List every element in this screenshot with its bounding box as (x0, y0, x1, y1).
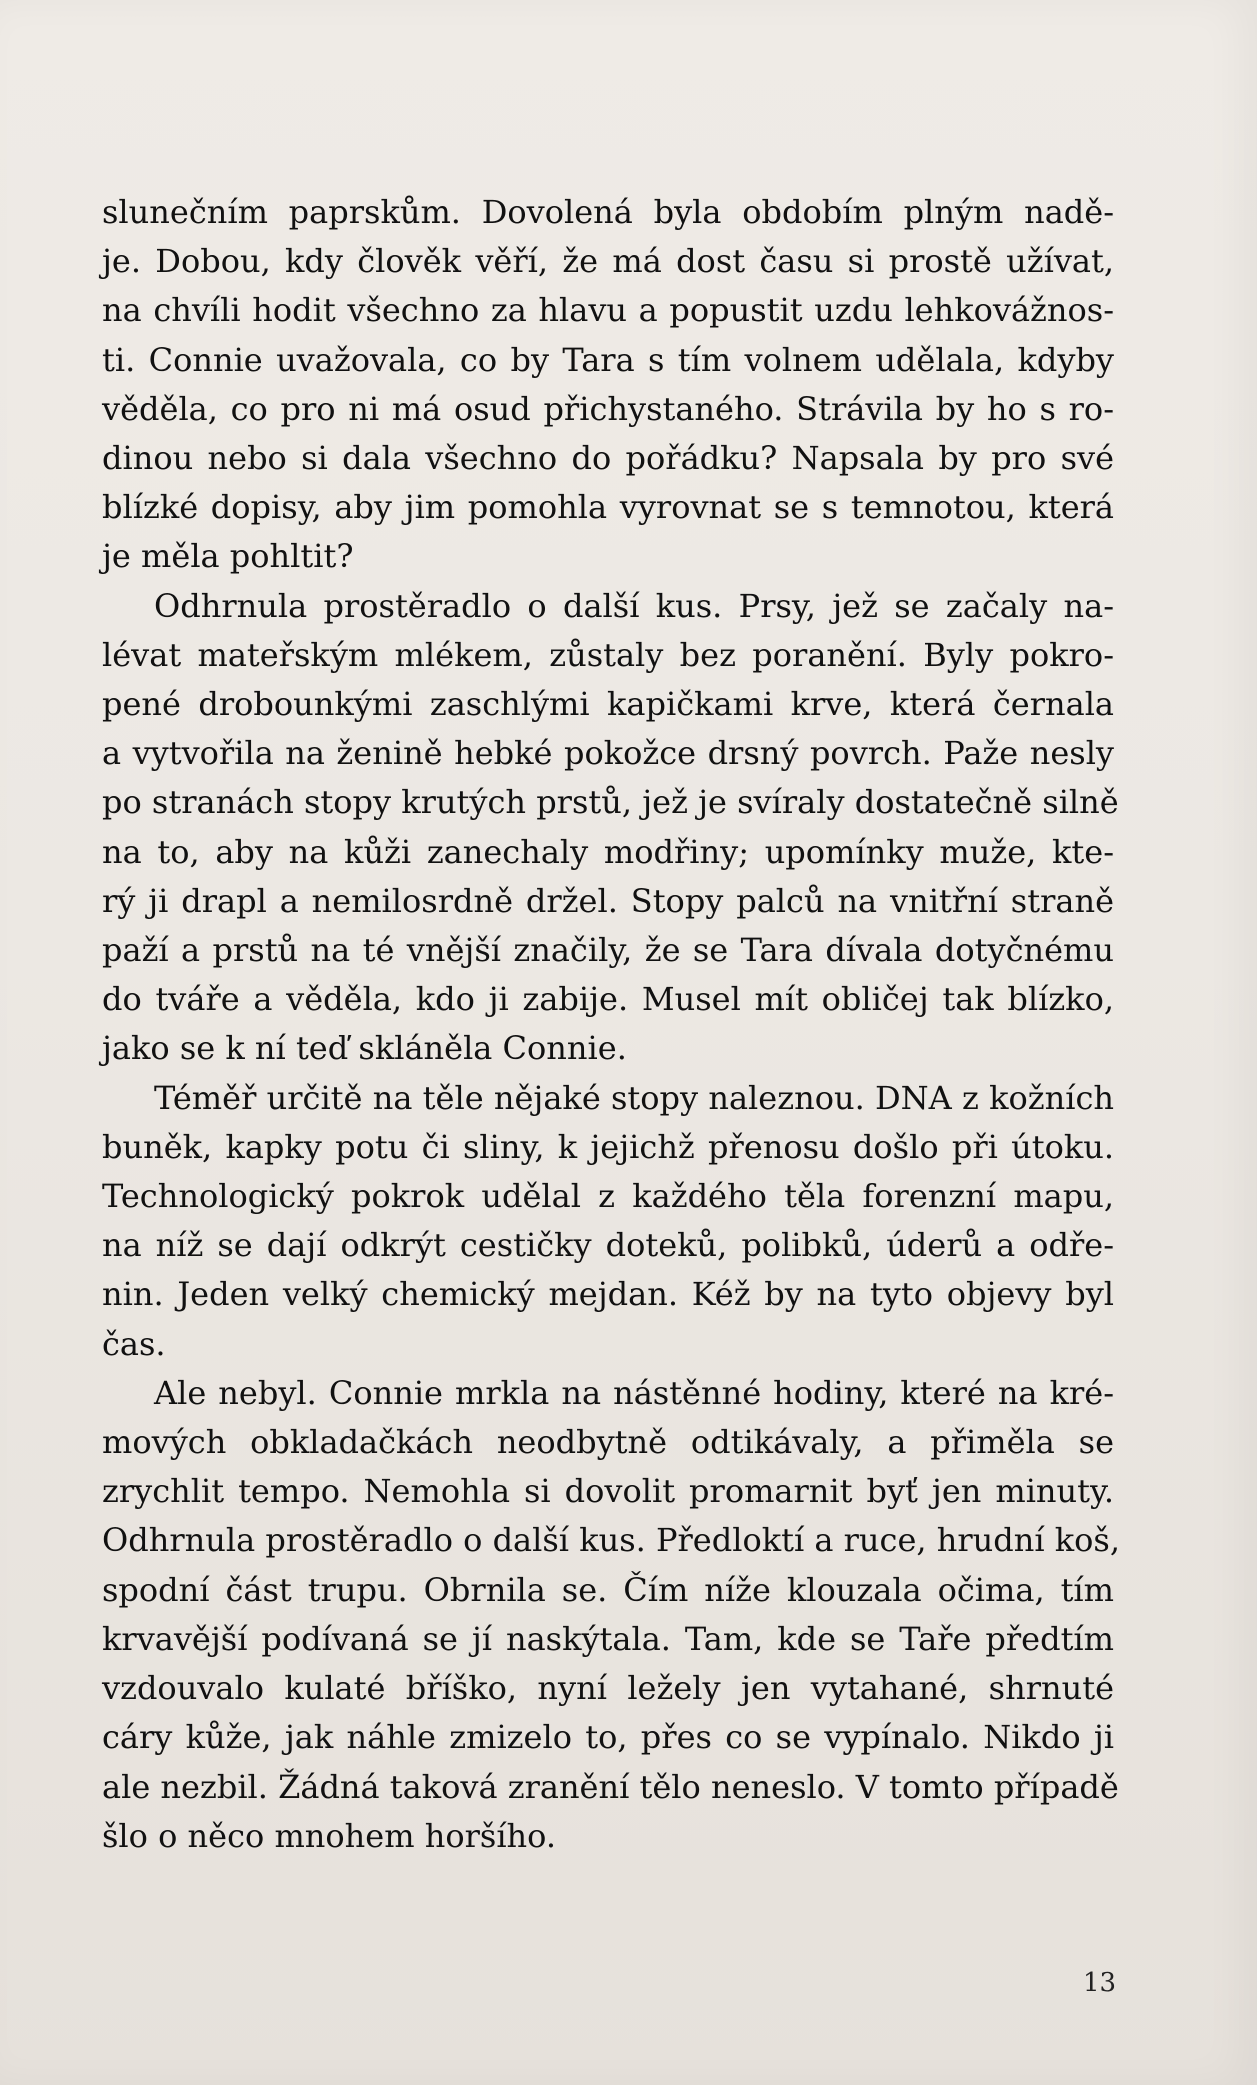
text-line: na to, aby na kůži zanechaly modřiny; upomínky muže, kte- (102, 832, 1114, 871)
text-line: na níž se dají odkrýt cestičky doteků, polibků, úderů a odře- (102, 1226, 1114, 1265)
text-line: Odhrnula prostěradlo o další kus. Předloktí a ruce, hrudní koš, (102, 1521, 1120, 1560)
paragraph (102, 1369, 1120, 1861)
text-line: jako se k ní teď skláněla Connie. (102, 1029, 627, 1068)
paragraph (102, 582, 1119, 1074)
text-line: slunečním paprskům. Dovolená byla obdobím plným nadě- (102, 193, 1114, 231)
text-line: rý ji drapl a nemilosrdně držel. Stopy palců na vnitřní straně (102, 881, 1114, 920)
text-line: paží a prstů na té vnější značily, že se Tara dívala dotyčnému (102, 931, 1114, 970)
text-line: šlo o něco mnohem horšího. (102, 1816, 557, 1855)
text-line: Téměř určitě na těle nějaké stopy naleznou. DNA z kožních (154, 1078, 1114, 1117)
text-line: do tváře a věděla, kdo ji zabije. Musel mít obličej tak blízko, (102, 980, 1114, 1019)
text-line: pené drobounkými zaschlými kapičkami krve, která černala (102, 685, 1114, 724)
text-line: ti. Connie uvažovala, co by Tara s tím volnem udělala, kdyby (102, 340, 1114, 379)
paragraph (102, 1074, 1114, 1369)
text-line: mových obkladačkách neodbytně odtikávaly, a přiměla se (102, 1423, 1114, 1462)
text-line: spodní část trupu. Obrnila se. Čím níže klouzala očima, tím (102, 1570, 1114, 1609)
text-line: ale nezbil. Žádná taková zranění tělo neneslo. V tomto případě (102, 1767, 1119, 1806)
text-line: cáry kůže, jak náhle zmizelo to, přes co se vypínalo. Nikdo ji (102, 1718, 1114, 1757)
text-line: zrychlit tempo. Nemohla si dovolit promarnit byť jen minuty. (102, 1472, 1114, 1511)
text-line: dinou nebo si dala všechno do pořádku? Napsala by pro své (102, 439, 1114, 478)
text-line: po stranách stopy krutých prstů, jež je svíraly dostatečně silně (102, 783, 1119, 822)
text-line: čas. (102, 1324, 166, 1363)
text-line: Ale nebyl. Connie mrkla na nástěnné hodiny, které na kré- (154, 1373, 1114, 1412)
text-line: a vytvořila na ženině hebké pokožce drsný povrch. Paže nesly (102, 734, 1114, 773)
text-line: Technologický pokrok udělal z každého těla forenzní mapu, (102, 1177, 1114, 1216)
paragraph (102, 188, 1114, 582)
text-line: na chvíli hodit všechno za hlavu a popustit uzdu lehkovážnos- (102, 291, 1114, 330)
text-line: Odhrnula prostěradlo o další kus. Prsy, jež se začaly na- (154, 586, 1114, 625)
text-line: je měla pohltit? (102, 537, 354, 576)
text-line: věděla, co pro ni má osud přichystaného. Strávila by ho s ro- (102, 389, 1114, 428)
text-line: blízké dopisy, aby jim pomohla vyrovnat se s temnotou, která (102, 488, 1114, 527)
text-line: krvavější podívaná se jí naskýtala. Tam, kde se Taře předtím (102, 1619, 1114, 1658)
text-line: lévat mateřským mlékem, zůstaly bez poranění. Byly pokro- (102, 635, 1114, 674)
text-line: vzdouvalo kulaté bříško, nyní ležely jen vytahané, shrnuté (102, 1669, 1114, 1708)
text-line: je. Dobou, kdy člověk věří, že má dost času si prostě užívat, (102, 242, 1114, 281)
text-line: nin. Jeden velký chemický mejdan. Kéž by na tyto objevy byl (102, 1275, 1114, 1314)
text-line: buněk, kapky potu či sliny, k jejichž přenosu došlo při útoku. (102, 1127, 1114, 1166)
page-number: 13 (1083, 1968, 1117, 1998)
body-text (102, 188, 1120, 1861)
